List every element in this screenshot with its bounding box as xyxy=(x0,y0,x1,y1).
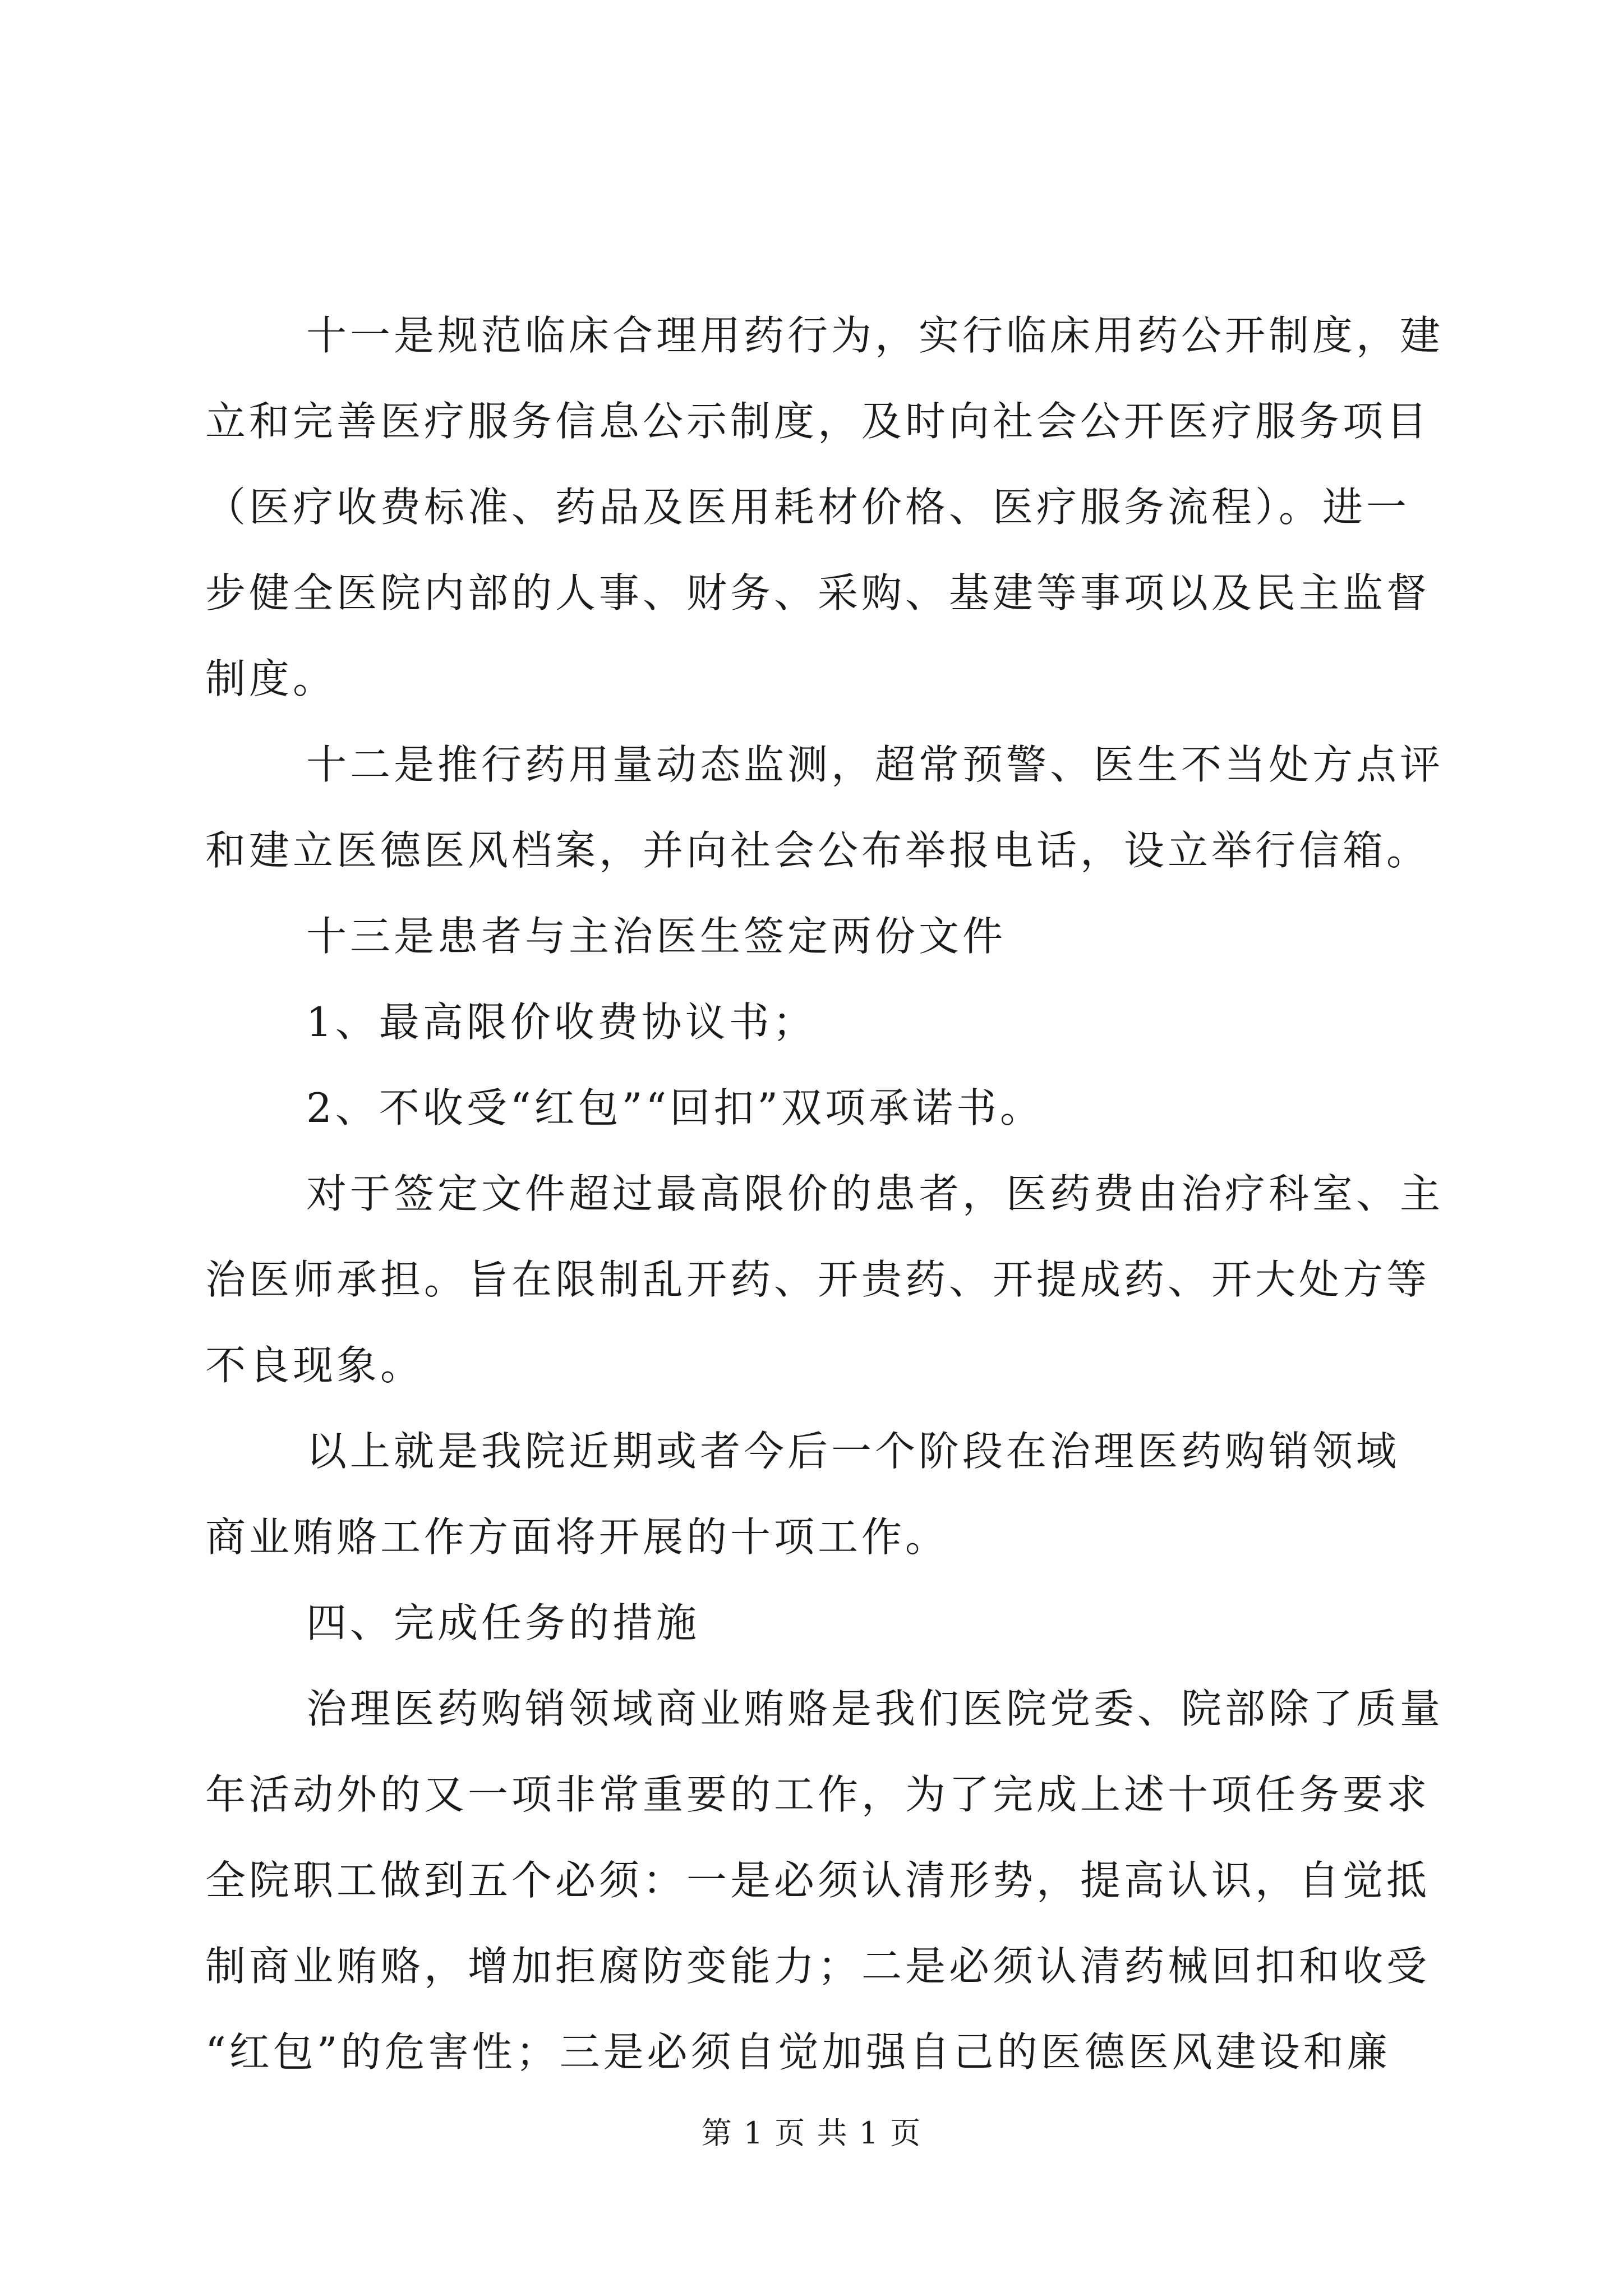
paragraph-6-line-3: 不良现象。 xyxy=(205,1342,425,1389)
page-footer: 第 1 页 共 1 页 xyxy=(701,2115,922,2151)
paragraph-7-line-1: 以上就是我院近期或者今后一个阶段在治理医药购销领域 xyxy=(306,1428,1400,1475)
paragraph-7-line-2: 商业贿赂工作方面将开展的十项工作。 xyxy=(205,1513,949,1561)
paragraph-5-line-1: 2、不收受“红包”“回扣”双项承诺书。 xyxy=(306,1084,1044,1131)
paragraph-6-line-2: 治医师承担。旨在限制乱开药、开贵药、开提成药、开大处方等 xyxy=(205,1256,1431,1303)
paragraph-9-line-5: “红包”的危害性；三是必须自觉加强自己的医德医风建设和廉 xyxy=(205,2028,1391,2076)
paragraph-9-line-4: 制商业贿赂，增加拒腐防变能力；二是必须认清药械回扣和收受 xyxy=(205,1943,1431,1990)
paragraph-1-line-5: 制度。 xyxy=(205,655,337,702)
section-heading: 四、完成任务的措施 xyxy=(306,1599,700,1646)
paragraph-1-line-1: 十一是规范临床合理用药行为，实行临床用药公开制度，建 xyxy=(306,312,1444,359)
paragraph-4-line-1: 1、最高限价收费协议书； xyxy=(306,999,817,1046)
paragraph-6-line-1: 对于签定文件超过最高限价的患者，医药费由治疗科室、主 xyxy=(306,1170,1444,1217)
paragraph-3-line-1: 十三是患者与主治医生签定两份文件 xyxy=(306,913,1007,960)
paragraph-9-line-1: 治理医药购销领域商业贿赂是我们医院党委、院部除了质量 xyxy=(306,1685,1444,1732)
paragraph-9-line-2: 年活动外的又一项非常重要的工作，为了完成上述十项任务要求 xyxy=(205,1771,1431,1818)
paragraph-2-line-1: 十二是推行药用量动态监测，超常预警、医生不当处方点评 xyxy=(306,741,1444,788)
paragraph-2-line-2: 和建立医德医风档案，并向社会公布举报电话，设立举行信箱。 xyxy=(205,827,1431,874)
paragraph-1-line-2: 立和完善医疗服务信息公示制度，及时向社会公开医疗服务项目 xyxy=(205,398,1431,445)
paragraph-1-line-3: （医疗收费标准、药品及医用耗材价格、医疗服务流程）。进一 xyxy=(205,484,1410,531)
paragraph-9-line-3: 全院职工做到五个必须：一是必须认清形势，提高认识，自觉抵 xyxy=(205,1857,1431,1904)
paragraph-1-line-4: 步健全医院内部的人事、财务、采购、基建等事项以及民主监督 xyxy=(205,569,1431,616)
